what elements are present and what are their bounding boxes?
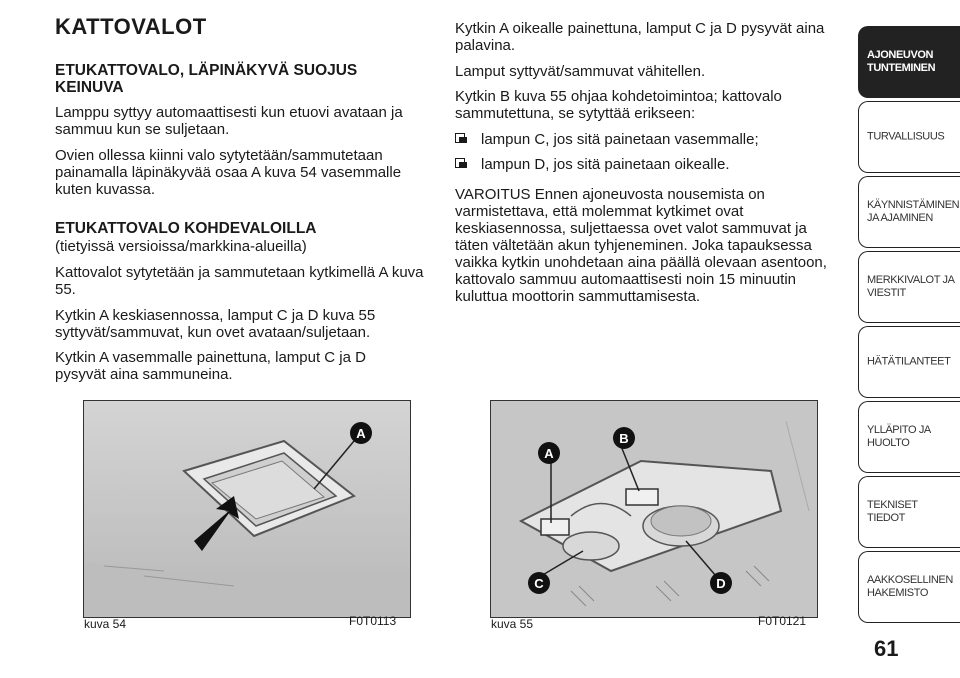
tab-tekniset-tiedot[interactable]: TEKNISET TIEDOT (858, 476, 960, 548)
paragraph: Lamppu syttyy automaattisesti kun etuovi avataan ja sammuu kun se suljetaan. (55, 104, 403, 138)
paragraph: Kytkin A keskiasennossa, lamput C ja D kuva 55 syttyvät/sammuvat, kun ovet avataan/suljetaan. (55, 307, 376, 341)
tab-ajoneuvon-tunteminen[interactable]: AJONEUVON TUNTEMINEN (858, 26, 960, 98)
tab-merkkivalot[interactable]: MERKKIVALOT JA VIESTIT (858, 251, 960, 323)
page-title: KATTOVALOT (55, 14, 207, 39)
paragraph: Lamput syttyvät/sammuvat vähitellen. (455, 63, 706, 80)
warning-text: VAROITUS Ennen ajoneuvosta nousemista on varmistettava, että molemmat kytkimet ovat keskiasennossa, suljettaessa ovet valot sammuvat ja täten vältetään akun tyhjeneminen. Joka tapauksessa vaikka kytkin unohdetaan aina päällä olevaan asentoon, kattovalo sammuu automaattisesti noin 15 minuutin kuluttua moottorin sammuttamisesta. (455, 186, 827, 305)
section-subheading: (tietyissä versioissa/markkina-alueilla) (55, 238, 307, 255)
svg-text:D: D (716, 576, 726, 591)
page-number: 61 (874, 636, 899, 661)
section-heading-etukattovalo: ETUKATTOVALO, LÄPINÄKYVÄ SUOJUS KEINUVA (55, 62, 358, 96)
dome-light-illustration (84, 401, 411, 618)
checkbox-bullet-icon (455, 133, 465, 143)
paragraph: Kytkin A vasemmalle painettuna, lamput C ja D pysyvät aina sammuneina. (55, 349, 366, 383)
figure-caption: kuva 54 (84, 617, 127, 631)
figure-code: F0T0113 (349, 614, 397, 628)
svg-text:A: A (544, 446, 554, 461)
figure-code: F0T0121 (758, 614, 807, 628)
tab-yllapito[interactable]: YLLÄPITO JA HUOLTO (858, 401, 960, 473)
tab-hakemisto[interactable]: AAKKOSELLINEN HAKEMISTO (858, 551, 960, 623)
figure-54 (83, 400, 411, 618)
svg-text:B: B (619, 431, 629, 446)
section-heading-kohdevalot: ETUKATTOVALO KOHDEVALOILLA (55, 220, 317, 237)
tab-hatatilanteet[interactable]: HÄTÄTILANTEET (858, 326, 960, 398)
paragraph: Ovien ollessa kiinni valo sytytetään/sammutetaan painamalla läpinäkyvää osaa A kuva 54 vasemmalle kuten kuvassa. (55, 147, 402, 198)
tab-kaynnistaminen[interactable]: KÄYNNISTÄMINEN JA AJAMINEN (858, 176, 960, 248)
spotlight-dome-illustration (491, 401, 818, 618)
tab-turvallisuus[interactable]: TURVALLISUUS (858, 101, 960, 173)
paragraph: Kattovalot sytytetään ja sammutetaan kytkimellä A kuva 55. (55, 264, 424, 298)
svg-text:A: A (356, 426, 366, 441)
paragraph: Kytkin A oikealle painettuna, lamput C ja D pysyvät aina palavina. (455, 20, 825, 54)
checkbox-bullet-icon (455, 158, 465, 168)
svg-text:C: C (534, 576, 544, 591)
figure-caption: kuva 55 (491, 617, 534, 631)
paragraph: Kytkin B kuva 55 ohjaa kohdetoimintoa; kattovalo sammutettuna, se sytyttää erikseen: (455, 88, 782, 122)
figure-55 (490, 400, 818, 618)
